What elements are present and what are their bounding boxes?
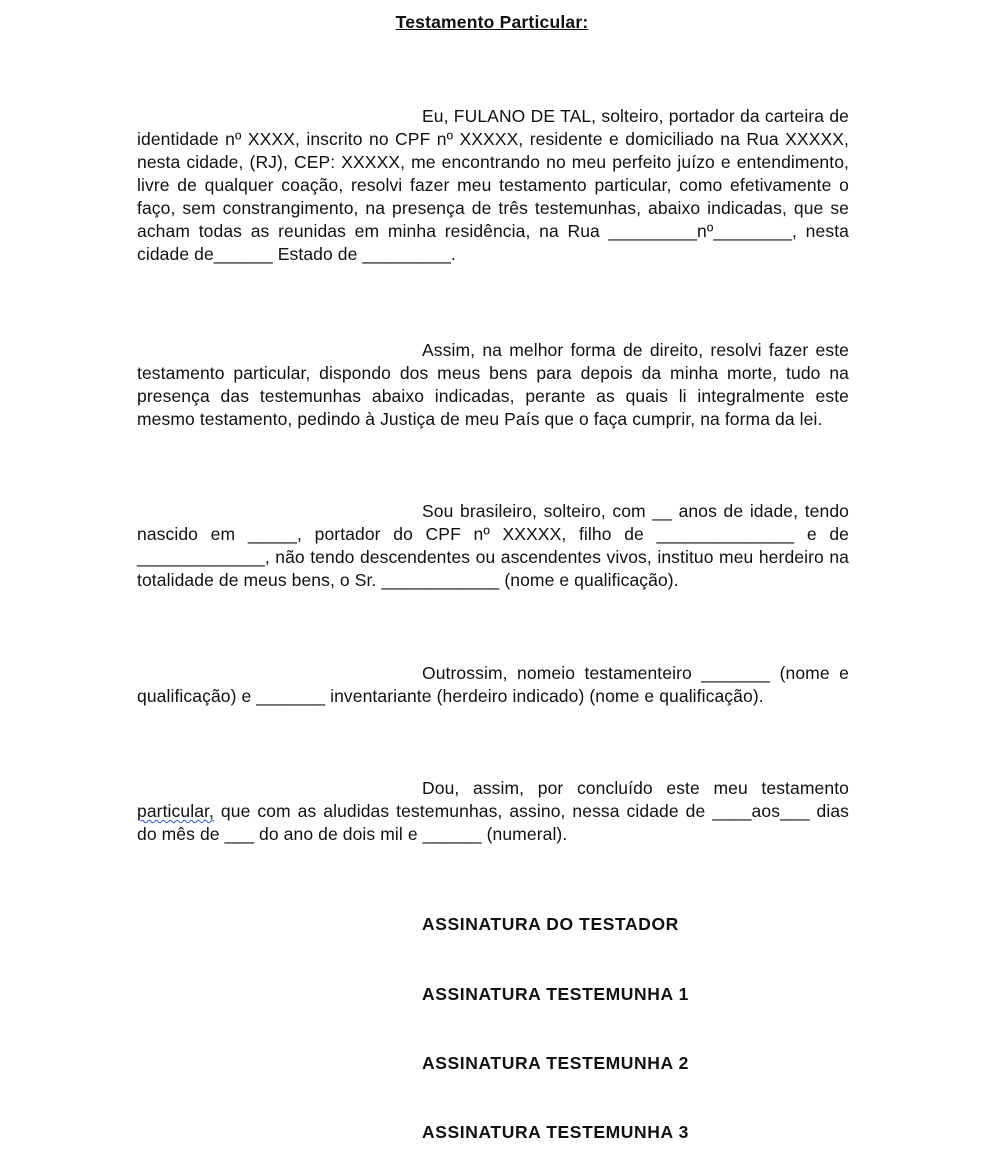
conclusion-text-start: Dou, assim, por concluído este meu testamento	[422, 778, 849, 798]
paragraph-conclusion	[137, 777, 849, 846]
paragraph-identification: Eu, FULANO DE TAL, solteiro, portador da carteira de identidade nº XXXX, inscrito no CPF nº XXXXX, residente e domiciliado na Rua XXXXX, nesta cidade, (RJ), CEP: XXXXX, me encontrando no meu perfeito juízo e entendimento, livre de qualquer coação, resolvi fazer meu testamento particular, como efetivamente o faço, sem constrangimento, na presença de três testemunhas, abaixo indicadas, que se acham todas as reunidas em minha residência, na Rua _________nº________, nesta cidade de______ Estado de _________.	[137, 106, 849, 264]
document-title: Testamento Particular:	[395, 12, 589, 32]
spellcheck-flagged-word: particular,	[137, 801, 214, 821]
signature-witness-1: ASSINATURA TESTEMUNHA 1	[422, 984, 689, 1004]
paragraph-declaration: Assim, na melhor forma de direito, resolvi fazer este testamento particular, dispondo dos meus bens para depois da minha morte, tudo na presença das testemunhas abaixo indicadas, perante as quais li integralmente este mesmo testamento, pedindo à Justiça de meu País que o faça cumprir, na forma da lei.	[137, 340, 849, 429]
signature-witness-2: ASSINATURA TESTEMUNHA 2	[422, 1053, 689, 1073]
paragraph-heir: Sou brasileiro, solteiro, com __ anos de idade, tendo nascido em _____, portador do CPF nº XXXXX, filho de ______________ e de _____________, não tendo descendentes ou ascendentes vivos, instituo meu herdeiro na totalidade de meus bens, o Sr. ____________ (nome e qualificação).	[137, 501, 849, 590]
conclusion-text-end: que com as aludidas testemunhas, assino, nessa cidade de ____aos___ dias do mês de ___ do ano de dois mil e ______ (numeral).	[137, 801, 850, 844]
paragraph-executor: Outrossim, nomeio testamenteiro _______ (nome e qualificação) e _______ inventariante (herdeiro indicado) (nome e qualificação).	[137, 663, 849, 706]
signature-testator: ASSINATURA DO TESTADOR	[422, 914, 679, 934]
signature-witness-3: ASSINATURA TESTEMUNHA 3	[422, 1122, 689, 1142]
